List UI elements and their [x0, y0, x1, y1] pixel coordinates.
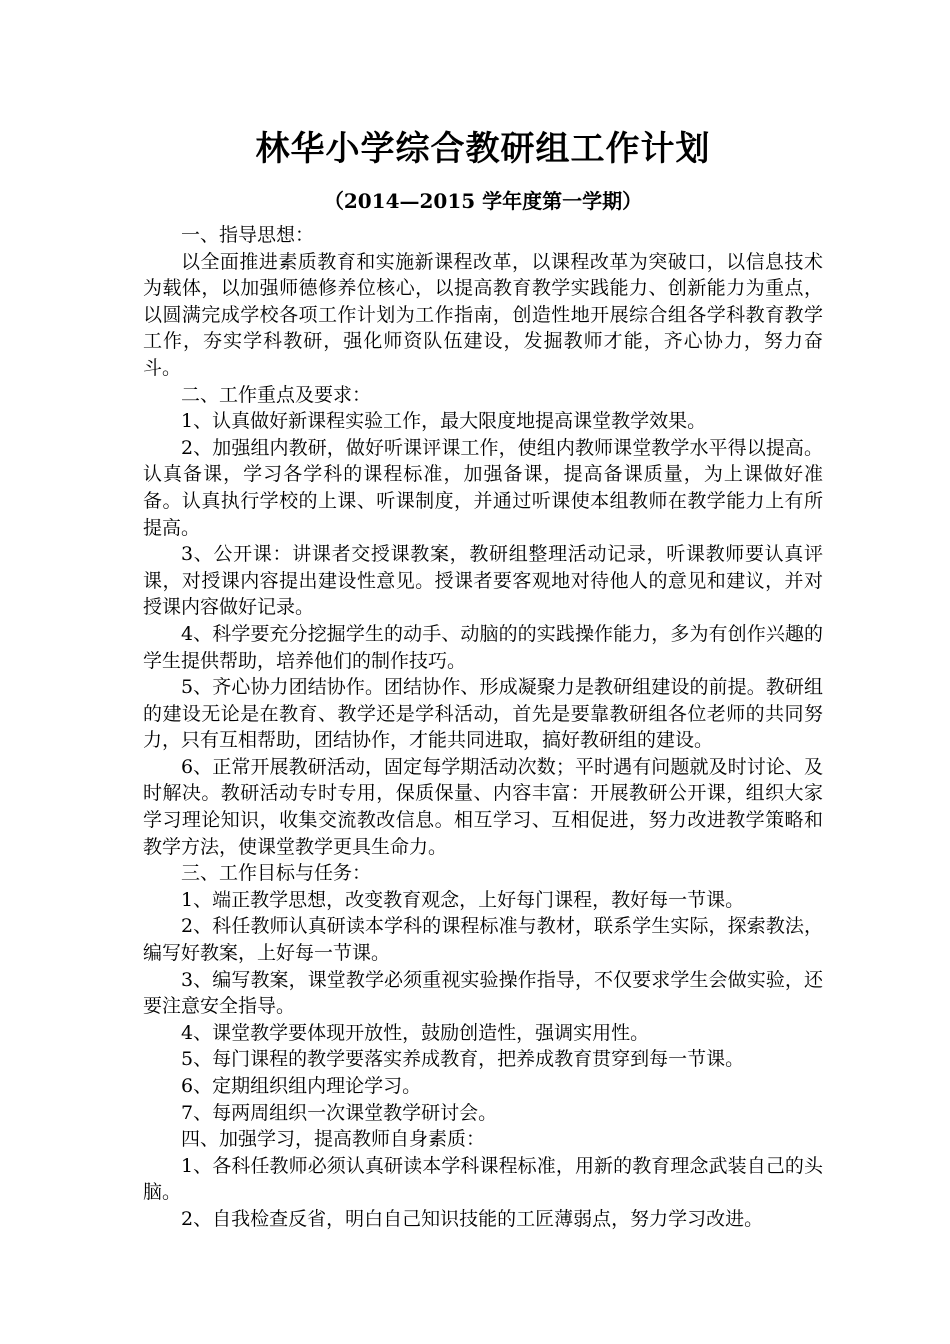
section-heading-goals-tasks: 三、工作目标与任务：	[181, 862, 372, 885]
list-item: 2、科任教师认真研读本学科的课程标准与教材，联系学生实际，探索教法，编写好教案，上好每一节课。	[143, 915, 823, 965]
list-item: 1、端正教学思想，改变教育观念，上好每门课程，教好每一节课。	[181, 888, 745, 911]
section-heading-guiding-ideology: 一、指导思想：	[181, 224, 315, 246]
paragraph: 以全面推进素质教育和实施新课程改革，以课程改革为突破口，以信息技术为载体，以加强师德修养位核心，以提高教育教学实践能力、创新能力为重点，以圆满完成学校各项工作计划为工作指南，创造性地开展综合组各学科教育教学工作，夯实学科教研，强化师资队伍建设，发掘教师才能，齐心协力，努力奋斗。	[143, 250, 823, 379]
list-item: 1、认真做好新课程实验工作，最大限度地提高课堂教学效果。	[181, 410, 707, 433]
list-item: 5、齐心协力团结协作。团结协作、形成凝聚力是教研组建设的前提。教研组的建设无论是在教育、教学还是学科活动，首先是要靠教研组各位老师的共同努力，只有互相帮助，团结协作，才能共同进取，搞好教研组的建设。	[143, 676, 823, 752]
section-heading-study: 四、加强学习，提高教师自身素质：	[181, 1128, 486, 1151]
document-body	[143, 222, 823, 1233]
document-subtitle: （2014—2015 学年度第一学期）	[323, 189, 643, 213]
section-heading-key-work: 二、工作重点及要求：	[181, 383, 372, 406]
list-item: 5、每门课程的教学要落实养成教育，把养成教育贯穿到每一节课。	[181, 1048, 745, 1071]
list-item: 1、各科任教师必须认真研读本学科课程标准，用新的教育理念武装自己的头脑。	[143, 1154, 823, 1204]
list-item: 2、自我检查反省，明白自己知识技能的工匠薄弱点，努力学习改进。	[181, 1207, 764, 1230]
list-item: 6、定期组织组内理论学习。	[181, 1075, 422, 1097]
list-item: 6、正常开展教研活动，固定每学期活动次数；平时遇有问题就及时讨论、及时解决。教研活动专时专用，保质保量、内容丰富：开展教研公开课，组织大家学习理论知识，收集交流教改信息。相互学习、互相促进，努力改进教学策略和教学方法，使课堂教学更具生命力。	[143, 755, 823, 858]
list-item: 7、每两周组织一次课堂教学研讨会。	[181, 1101, 498, 1124]
list-item: 4、课堂教学要体现开放性，鼓励创造性，强调实用性。	[181, 1021, 650, 1044]
list-item: 4、科学要充分挖掘学生的动手、动脑的的实践操作能力，多为有创作兴趣的学生提供帮助，培养他们的制作技巧。	[143, 622, 823, 672]
list-item: 3、公开课：讲课者交授课教案，教研组整理活动记录，听课教师要认真评课，对授课内容提出建设性意见。授课者要客观地对待他人的意见和建议，并对授课内容做好记录。	[143, 543, 823, 619]
list-item: 3、编写教案，课堂教学必须重视实验操作指导，不仅要求学生会做实验，还要注意安全指导。	[143, 968, 823, 1018]
document-title: 林华小学综合教研组工作计划	[255, 129, 711, 169]
document-page	[143, 118, 823, 1233]
list-item: 2、加强组内教研，做好听课评课工作，使组内教师课堂教学水平得以提高。认真备课，学习各学科的课程标准，加强备课，提高备课质量，为上课做好准备。认真执行学校的上课、听课制度，并通过听课使本组教师在教学能力上有所提高。	[143, 436, 823, 539]
